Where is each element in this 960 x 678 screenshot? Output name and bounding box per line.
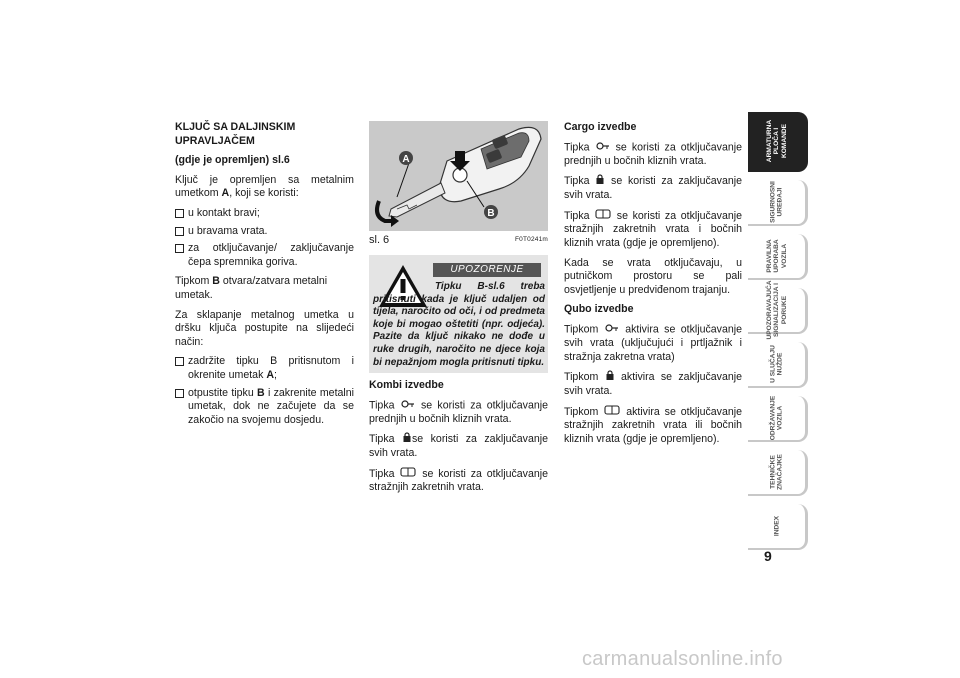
kombi-paragraph: Tipka se koristi za otključavanje stražnjih zakretnih vrata. <box>369 467 548 494</box>
key-illustration-icon <box>369 121 548 231</box>
tab-armaturna-ploca[interactable]: ARMATURNA PLOČA I KOMANDE <box>748 112 808 172</box>
warning-box <box>369 255 548 373</box>
tab-upozoravajuca-signalizacija[interactable]: UPOZORAVAJUĆA SIGNALIZACIJA I PORUKE <box>748 288 808 334</box>
list-item: u bravama vrata. <box>175 225 354 239</box>
key-figure <box>369 121 548 231</box>
section-subtitle: (gdje je opremljen) sl.6 <box>175 154 290 167</box>
checkbox-bullet-icon <box>175 244 184 253</box>
qubo-paragraph: Tipkom aktivira se otključavanje svih vrata (uključujući i prtljažnik i stražnja zakretna vrata) <box>564 323 742 363</box>
list-item: zadržite tipku B pritisnutom i okrenite umetak A; <box>175 355 354 382</box>
kombi-paragraph: Tipka se koristi za otključavanje prednjih u bočnih kliznih vrata. <box>369 399 548 425</box>
checkbox-bullet-icon <box>175 209 184 218</box>
steps-list <box>175 355 354 427</box>
warning-text: Tipku B-sl.6 treba pritisnuti kada je ključ udaljen od tijela, naročito od oči, i od predmeta koje bi mogao oštetiti (npr. odjeća). Pazite da ključ nikako ne dođe u ruke drugih, naročito ne djece koja bi nepažnjom mogla pritisnuti tipku. <box>373 281 545 368</box>
list-item: u kontakt bravi; <box>175 207 354 221</box>
unlock-key-icon <box>401 399 415 413</box>
callout-b: B <box>487 208 495 219</box>
figure-label: sl. 6 <box>369 234 390 246</box>
figure-caption <box>369 234 548 248</box>
tab-sigurnosni-uredaji[interactable]: SIGURNOSNI UREĐAJI <box>748 180 808 226</box>
list-item: za otključavanje/ zaključavanje čepa spremnika goriva. <box>175 242 354 269</box>
cargo-paragraph: Tipka se koristi za otključavanje prednjih u bočnih kliznih vrata. <box>564 141 742 167</box>
rear-doors-icon <box>595 209 611 224</box>
cargo-paragraph: Kada se vrata otključavaju, u putničkom prostoru se pali osvjetljenje u predviđenom trajanju. <box>564 256 742 296</box>
intro-paragraph: Ključ je opremljen sa metalnim umetkom A, koji se koristi: <box>175 173 354 200</box>
kombi-heading: Kombi izvedbe <box>369 379 444 391</box>
checkbox-bullet-icon <box>175 357 184 366</box>
kombi-paragraph: Tipka se koristi za zaključavanje svih vrata. <box>369 433 548 460</box>
padlock-icon <box>596 174 604 189</box>
button-paragraph: Tipkom B otvara/zatvara metalni umetak. <box>175 275 328 301</box>
padlock-icon <box>403 432 411 447</box>
checkbox-bullet-icon <box>175 389 184 398</box>
kombi-section <box>369 379 548 501</box>
chapter-tabs <box>748 112 808 558</box>
unlock-key-icon <box>596 141 610 155</box>
cargo-paragraph: Tipka se koristi za zaključavanje svih vrata. <box>564 175 742 202</box>
list-item: otpustite tipku B i zakrenite metalni umetak, dok ne začujete da se zakočio na svojemu dosjedu. <box>175 387 354 428</box>
cargo-paragraph: Tipka se koristi za otključavanje stražnjih zakretnih vrata i bočnih kliznih vrata (gdje je opremljeno). <box>564 209 742 249</box>
section-title: KLJUČ SA DALJINSKIM UPRAVLJAČEM <box>175 121 296 147</box>
qubo-paragraph: Tipkom aktivira se otključavanje stražnjih zakretnih vrata ili bočnih kliznih vrata (gdje je opremljeno). <box>564 405 742 445</box>
padlock-icon <box>606 370 614 385</box>
tab-tehnicke-znacajke[interactable]: TEHNIČKE ZNAČAJKE <box>748 450 808 496</box>
tab-odrzavanje-vozila[interactable]: ODRŽAVANJE VOZILA <box>748 396 808 442</box>
cargo-heading: Cargo izvedbe <box>564 121 637 133</box>
qubo-paragraph: Tipkom aktivira se zaključavanje svih vrata. <box>564 371 742 397</box>
callout-a: A <box>402 154 410 165</box>
tab-u-slucaju-nuzde[interactable]: U SLUČAJU NUŽDE <box>748 342 808 388</box>
rear-doors-icon <box>400 467 416 482</box>
figure-code: F0T0241m <box>514 236 548 243</box>
rear-doors-icon <box>604 405 620 420</box>
close-intro-paragraph: Za sklapanje metalnog umetka u dršku ključa postupite na slijedeći način: <box>175 308 354 348</box>
uses-list <box>175 207 354 269</box>
page-number: 9 <box>764 548 772 564</box>
tab-index[interactable]: INDEX <box>748 504 808 550</box>
warning-heading: UPOZORENJE <box>433 263 541 277</box>
checkbox-bullet-icon <box>175 227 184 236</box>
right-column <box>564 121 742 452</box>
watermark: carmanualsonline.info <box>582 648 783 670</box>
left-column <box>175 121 354 433</box>
qubo-heading: Qubo izvedbe <box>564 303 634 316</box>
unlock-key-icon <box>605 323 619 337</box>
tab-pravilna-uporaba[interactable]: PRAVILNA UPORABA VOZILA <box>748 234 808 280</box>
